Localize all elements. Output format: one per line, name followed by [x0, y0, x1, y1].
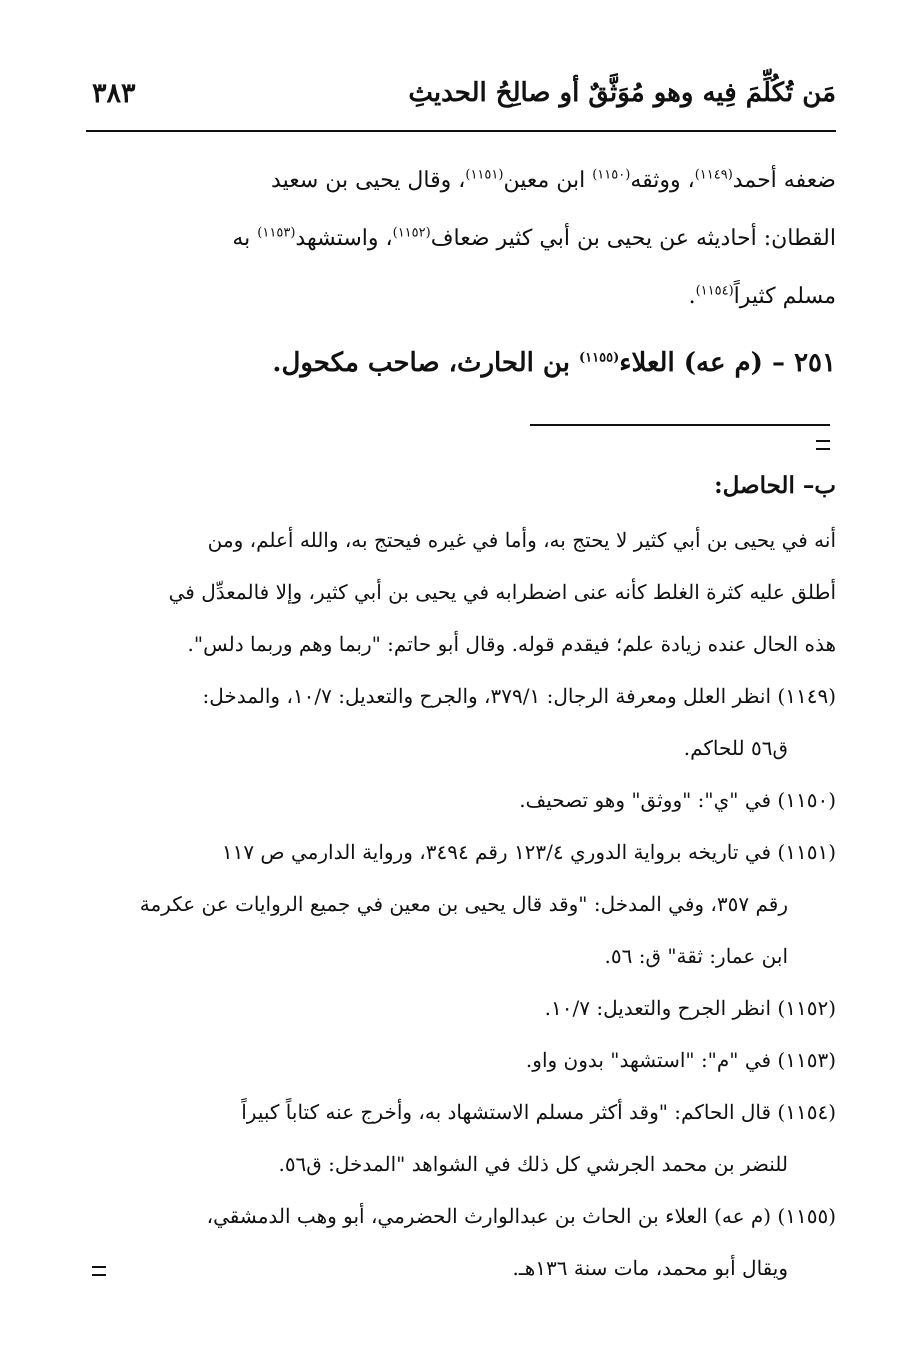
footnote-ref: (١١٥٢): [392, 225, 431, 241]
footnote-1155-cont: ويقال أبو محمد، مات سنة ١٣٦هـ.: [512, 1256, 788, 1280]
footnote-1154: (١١٥٤) قال الحاكم: "وقد أكثر مسلم الاستشهاد به، وأخرج عنه كتاباً كبيراً: [241, 1100, 836, 1124]
continuation-mark: [816, 440, 830, 450]
footnote-1153: (١١٥٣) في "م": "استشهد" بدون واو.: [525, 1048, 836, 1072]
entry-rest: بن الحارث، صاحب مكحول.: [272, 348, 570, 378]
page-number: ٣٨٣: [92, 78, 136, 109]
footnote-1150: (١١٥٠) في "ي": "ووثق" وهو تصحيف.: [519, 788, 836, 812]
footnote-1149-cont: ق٥٦ للحاكم.: [683, 736, 788, 760]
main-line-2: القطان: أحاديثه عن يحيى بن أبي كثير ضعاف$^{(١١٥٢)}$، واستشهد$^{(١١٥٣)}$ به: [232, 225, 836, 251]
main-line-1: ضعفه أحمد$^{(١١٤٩)}$، ووثقه$^{(١١٥٠)}$ ابن معين$^{(١١٥١)}$، وقال يحيى بن سعيد: [271, 167, 836, 193]
summary-line: أطلق عليه كثرة الغلط كأنه عنى اضطرابه في يحيى بن أبي كثير، وإلا فالمعدِّل في: [168, 580, 836, 604]
footnote-ref: (١١٥٠): [592, 167, 631, 183]
footnote-1151-cont: ابن عمار: ثقة" ق: ٥٦.: [604, 944, 788, 968]
section-heading: ب– الحاصل:: [714, 472, 836, 499]
entry-name: العلاء: [619, 348, 675, 378]
footnote-separator: [530, 424, 830, 426]
summary-line: هذه الحال عنده زيادة علم؛ فيقدم قوله. وقال أبو حاتم: "ربما وهم وربما دلس".: [187, 632, 836, 656]
footnote-1155: (١١٥٥) (م عه) العلاء بن الحاث بن عبدالوارث الحضرمي، أبو وهب الدمشقي،: [206, 1204, 836, 1228]
entry-code: (م عه): [683, 348, 763, 378]
footnote-ref: (١١٥١): [465, 167, 504, 183]
main-line-3: مسلم كثيراً$^{(١١٥٤)}$.: [688, 283, 836, 309]
footnote-1151-cont: رقم ٣٥٧، وفي المدخل: "وقد قال يحيى بن معين في جميع الروايات عن عكرمة: [139, 892, 788, 916]
footnote-1149: (١١٤٩) انظر العلل ومعرفة الرجال: ٣٧٩/١، والجرح والتعديل: ١٠/٧، والمدخل:: [202, 684, 836, 708]
footnote-ref: (١١٥٥): [579, 350, 620, 366]
footnote-ref: (١١٤٩): [694, 167, 733, 183]
summary-line: أنه في يحيى بن أبي كثير لا يحتج به، وأما في غيره فيحتج به، والله أعلم، ومن: [207, 528, 836, 552]
notes-block: [88, 514, 836, 1294]
footnote-ref: (١١٥٣): [257, 225, 296, 241]
footnote-ref: (١١٥٤): [695, 283, 734, 299]
footnote-1154-cont: للنضر بن محمد الجرشي كل ذلك في الشواهد "المدخل: ق٥٦.: [278, 1152, 788, 1176]
footnote-1151: (١١٥١) في تاريخه برواية الدوري ١٢٣/٤ رقم ٣٤٩٤، ورواية الدارمي ص ١١٧: [221, 840, 836, 864]
entry-heading: [88, 338, 836, 388]
running-title: مَن تُكُلِّمَ فِيه وهو مُوَثَّقٌ أو صالِحُ الحديثِ: [408, 78, 836, 108]
footnote-1152: (١١٥٢) انظر الجرح والتعديل: ١٠/٧.: [544, 996, 836, 1020]
main-paragraph: [88, 152, 836, 326]
header-rule: [86, 130, 836, 132]
continuation-mark: [92, 1266, 106, 1276]
entry-number: ٢٥١ –: [772, 348, 836, 378]
page-header: [86, 78, 836, 126]
